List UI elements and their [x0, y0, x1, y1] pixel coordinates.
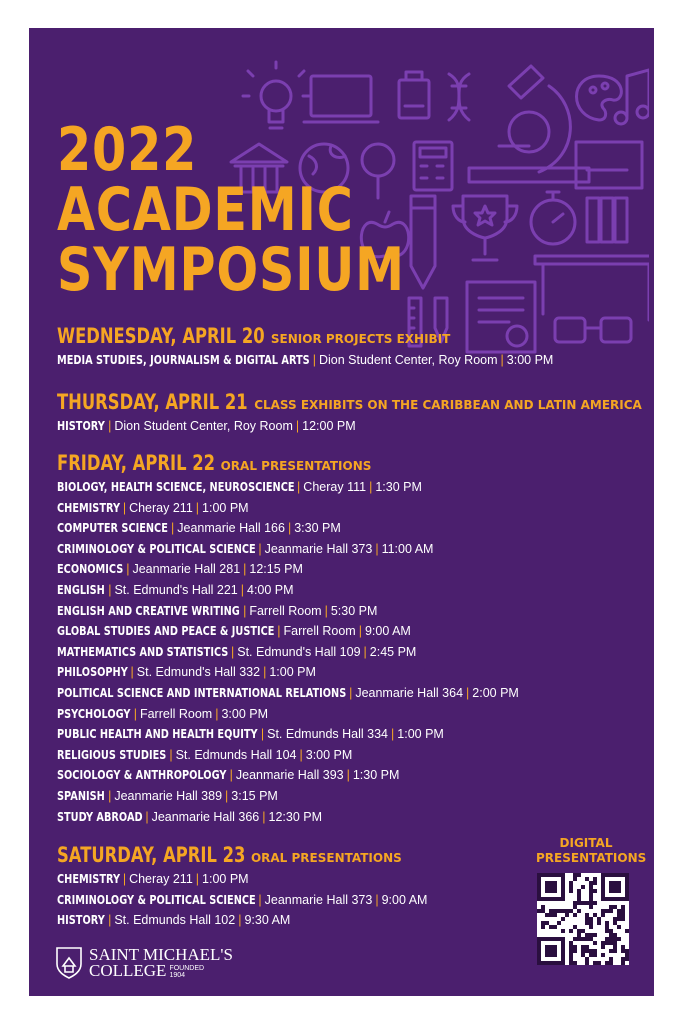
day-title: THURSDAY, APRIL 21 — [57, 390, 248, 414]
department-name: ENGLISH — [57, 581, 105, 597]
separator: | — [171, 521, 175, 536]
department-name: STUDY ABROAD — [57, 808, 143, 824]
separator: | — [262, 809, 266, 824]
time: 9:00 AM — [381, 892, 428, 907]
schedule-row — [57, 559, 519, 580]
digital-presentations-label — [536, 836, 647, 866]
seal-icon — [55, 946, 83, 980]
palette-icon — [577, 76, 622, 120]
time: 9:00 AM — [364, 624, 411, 639]
separator: | — [240, 582, 244, 597]
location: St. Edmund's Hall 332 — [136, 665, 261, 680]
separator: | — [299, 747, 303, 762]
digital-label-line1: DIGITAL — [559, 836, 613, 850]
separator: | — [369, 480, 373, 494]
separator: | — [466, 685, 470, 700]
separator: | — [130, 665, 134, 680]
lightbulb-icon — [243, 62, 309, 128]
title-line-academic: ACADEMIC — [57, 175, 354, 245]
time: 3:30 PM — [294, 521, 341, 536]
department-name: MEDIA STUDIES, JOURNALISM & DIGITAL ARTS — [57, 352, 310, 367]
schedule-row — [57, 498, 519, 519]
time: 1:00 PM — [397, 727, 444, 742]
department-name: ECONOMICS — [57, 561, 124, 577]
location: Farrell Room — [249, 603, 322, 618]
department-name: PHILOSOPHY — [57, 664, 128, 680]
day-header — [57, 843, 427, 869]
separator: | — [108, 419, 112, 433]
schedule-row — [57, 786, 519, 807]
microscope-icon — [469, 66, 589, 182]
schedule-row — [57, 539, 519, 560]
time: 1:30 PM — [352, 768, 400, 783]
schedule-row — [57, 416, 642, 437]
location: Jeanmarie Hall 393 — [235, 768, 344, 783]
separator: | — [358, 624, 362, 639]
separator: | — [258, 541, 262, 556]
schedule-row — [57, 662, 519, 683]
location: Jeanmarie Hall 389 — [114, 788, 223, 803]
department-name: SOCIOLOGY & ANTHROPOLOGY — [57, 767, 227, 783]
day-section — [57, 390, 642, 437]
separator: | — [108, 913, 112, 928]
separator: | — [126, 562, 130, 577]
day-subtitle: SENIOR PROJECTS EXHIBIT — [270, 332, 451, 346]
stopwatch-icon — [531, 192, 575, 244]
separator: | — [349, 685, 353, 700]
day-title: FRIDAY, APRIL 22 — [57, 451, 216, 475]
department-name: CRIMINOLOGY & POLITICAL SCIENCE — [57, 540, 256, 556]
time: 12:00 PM — [302, 419, 356, 433]
schedule-row — [57, 869, 427, 890]
time: 12:30 PM — [268, 809, 323, 824]
time: 1:00 PM — [269, 665, 316, 680]
glasses-icon — [555, 318, 631, 342]
separator: | — [215, 706, 219, 721]
day-section — [57, 843, 427, 931]
schedule-row — [57, 477, 519, 498]
time: 3:00 PM — [305, 747, 353, 762]
day-title: WEDNESDAY, APRIL 20 — [57, 324, 265, 348]
schedule-row — [57, 601, 519, 622]
separator: | — [108, 582, 112, 597]
separator: | — [231, 644, 235, 659]
schedule-row — [57, 350, 553, 371]
schedule-row — [57, 890, 427, 911]
time: 5:30 PM — [330, 603, 378, 618]
location: Jeanmarie Hall 166 — [177, 521, 285, 536]
department-name: MATHEMATICS AND STATISTICS — [57, 643, 229, 659]
schedule-row — [57, 704, 519, 725]
time: 3:00 PM — [506, 353, 554, 367]
separator: | — [122, 500, 127, 515]
department-name: ENGLISH AND CREATIVE WRITING — [57, 602, 240, 618]
separator: | — [324, 603, 328, 618]
location: Cheray 211 — [129, 872, 193, 886]
location: St. Edmunds Hall 102 — [114, 913, 236, 928]
separator: | — [391, 727, 395, 742]
schedule-row — [57, 518, 519, 539]
day-section — [57, 324, 553, 371]
department-name: CRIMINOLOGY & POLITICAL SCIENCE — [57, 891, 256, 907]
schedule-row — [57, 683, 519, 704]
logo-name-line2: COLLEGE — [89, 961, 167, 980]
separator: | — [243, 603, 247, 618]
college-logo — [55, 946, 233, 980]
location: Farrell Room — [283, 624, 356, 639]
separator: | — [258, 892, 262, 907]
laptop-icon — [304, 76, 378, 122]
schedule-row — [57, 580, 519, 601]
time: 11:00 AM — [381, 541, 434, 556]
time: 12:15 PM — [249, 562, 303, 577]
schedule-row — [57, 745, 519, 766]
separator: | — [108, 788, 112, 803]
location: Jeanmarie Hall 366 — [151, 809, 260, 824]
separator: | — [500, 353, 504, 367]
schedule-row — [57, 765, 519, 786]
separator: | — [195, 500, 200, 515]
day-subtitle: CLASS EXHIBITS ON THE CARIBBEAN AND LATIN AMERICA — [254, 398, 642, 412]
poster — [29, 28, 654, 996]
separator: | — [312, 353, 316, 367]
separator: | — [133, 706, 137, 721]
flask-icon — [399, 72, 429, 118]
location: Cheray 111 — [303, 480, 367, 494]
schedule-row — [57, 621, 519, 642]
schedule-row — [57, 910, 427, 931]
location: Jeanmarie Hall 281 — [132, 562, 241, 577]
location: Farrell Room — [139, 706, 213, 721]
dna-icon — [449, 74, 469, 120]
location: Dion Student Center, Roy Room — [114, 419, 293, 433]
schedule-row — [57, 724, 519, 745]
department-name: COMPUTER SCIENCE — [57, 520, 168, 536]
location: Cheray 211 — [129, 500, 193, 515]
qr-code[interactable] — [537, 873, 629, 965]
location: St. Edmunds Hall 104 — [175, 747, 297, 762]
digital-label-line2: PRESENTATIONS — [536, 851, 647, 865]
schedule-row — [57, 807, 519, 828]
separator: | — [122, 872, 127, 886]
department-name: CHEMISTRY — [57, 871, 121, 886]
schedule-row — [57, 642, 519, 663]
trophy-icon — [453, 196, 517, 260]
calculator-icon — [414, 142, 452, 190]
logo-founded: FOUNDED 1904 — [169, 965, 205, 979]
time: 1:00 PM — [202, 872, 249, 886]
desk-icon — [535, 256, 649, 320]
location: Dion Student Center, Roy Room — [318, 353, 498, 367]
department-name: POLITICAL SCIENCE AND INTERNATIONAL RELATIONS — [57, 684, 347, 700]
separator: | — [346, 768, 350, 783]
books-icon — [587, 198, 627, 242]
day-title: SATURDAY, APRIL 23 — [57, 843, 246, 867]
department-name: GLOBAL STUDIES AND PEACE & JUSTICE — [57, 623, 275, 639]
separator: | — [287, 521, 292, 536]
separator: | — [229, 768, 233, 783]
day-header — [57, 451, 519, 477]
pencil-icon — [411, 196, 435, 288]
separator: | — [225, 788, 229, 803]
separator: | — [145, 809, 149, 824]
title-line-symposium: SYMPOSIUM — [57, 235, 405, 305]
separator: | — [169, 747, 173, 762]
separator: | — [195, 872, 200, 886]
separator: | — [238, 913, 242, 928]
day-header — [57, 324, 553, 350]
time: 4:00 PM — [247, 582, 294, 597]
separator: | — [375, 541, 379, 556]
time: 1:30 PM — [375, 480, 422, 494]
separator: | — [243, 562, 247, 577]
department-name: CHEMISTRY — [57, 499, 121, 515]
day-header — [57, 390, 642, 416]
time: 2:45 PM — [369, 644, 417, 659]
separator: | — [363, 644, 367, 659]
department-name: RELIGIOUS STUDIES — [57, 746, 167, 762]
day-subtitle: ORAL PRESENTATIONS — [250, 851, 402, 865]
department-name: HISTORY — [57, 418, 105, 433]
separator: | — [277, 624, 281, 639]
department-name: HISTORY — [57, 912, 105, 928]
logo-name-line1: SAINT MICHAEL'S — [89, 945, 233, 964]
time: 3:15 PM — [231, 788, 278, 803]
department-name: PSYCHOLOGY — [57, 705, 131, 721]
location: Jeanmarie Hall 373 — [264, 541, 373, 556]
location: Jeanmarie Hall 373 — [264, 892, 373, 907]
time: 3:00 PM — [221, 706, 269, 721]
location: St. Edmund's Hall 109 — [237, 644, 361, 659]
time: 9:30 AM — [244, 913, 291, 928]
department-name: PUBLIC HEALTH AND HEALTH EQUITY — [57, 726, 258, 742]
department-name: SPANISH — [57, 787, 105, 803]
location: St. Edmunds Hall 334 — [267, 727, 389, 742]
separator: | — [375, 892, 379, 907]
separator: | — [297, 480, 301, 494]
day-subtitle: ORAL PRESENTATIONS — [220, 459, 372, 473]
location: Jeanmarie Hall 364 — [355, 685, 464, 700]
separator: | — [260, 727, 265, 742]
location: St. Edmund's Hall 221 — [114, 582, 238, 597]
separator: | — [263, 665, 267, 680]
separator: | — [295, 419, 300, 433]
page-title — [57, 115, 405, 305]
title-year: 2022 — [57, 115, 198, 185]
department-name: BIOLOGY, HEALTH SCIENCE, NEUROSCIENCE — [57, 479, 295, 494]
day-section — [57, 451, 519, 827]
time: 1:00 PM — [202, 500, 249, 515]
time: 2:00 PM — [472, 685, 519, 700]
